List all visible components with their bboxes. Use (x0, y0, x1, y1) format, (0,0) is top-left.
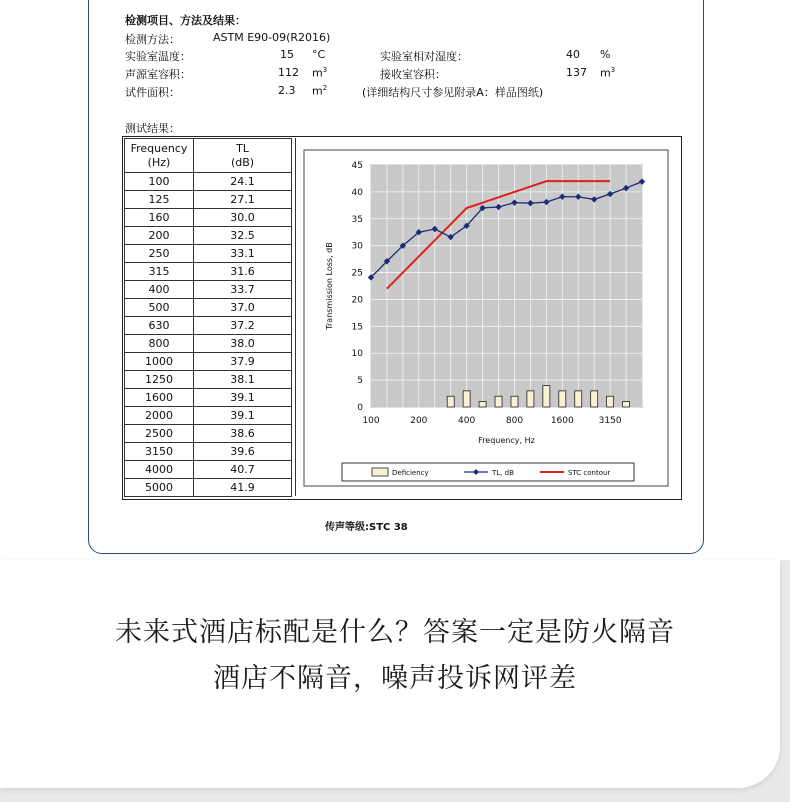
frequency-cell: 100 (125, 173, 194, 191)
deficiency-bar (623, 402, 630, 407)
deficiency-bar (495, 396, 502, 407)
caption-line-1: 未来式酒店标配是什么？答案一定是防火隔音 (115, 617, 675, 648)
source-volume-value: 112 (278, 66, 299, 79)
receive-volume-unit: $m^3$ (600, 66, 616, 80)
method-label: 检测方法： (125, 33, 180, 46)
tl-cell: 39.1 (194, 407, 292, 425)
y-tick-label: 25 (351, 268, 363, 279)
results-label: 测试结果： (125, 122, 180, 135)
humidity-unit: % (600, 48, 611, 61)
table-row (125, 461, 292, 479)
table-row (125, 245, 292, 263)
x-tick-label: 100 (362, 416, 380, 426)
y-axis-title: Transmission Loss, dB (325, 242, 334, 330)
tl-cell: 39.6 (194, 443, 292, 461)
frequency-cell: 160 (125, 209, 194, 227)
tl-cell: 31.6 (194, 263, 292, 281)
deficiency-bar (447, 396, 454, 407)
y-tick-label: 40 (351, 187, 363, 198)
x-axis-title: Frequency, Hz (478, 436, 535, 445)
tl-cell: 30.0 (194, 209, 292, 227)
results-table (124, 138, 292, 497)
deficiency-bar (591, 391, 598, 407)
tl-cell: 40.7 (194, 461, 292, 479)
table-row (125, 425, 292, 443)
frequency-cell: 200 (125, 227, 194, 245)
tl-cell: 41.9 (194, 479, 292, 497)
tl-cell: 33.7 (194, 281, 292, 299)
table-row (125, 479, 292, 497)
frequency-cell: 500 (125, 299, 194, 317)
tl-cell: 27.1 (194, 191, 292, 209)
table-row (125, 263, 292, 281)
tl-cell: 37.2 (194, 317, 292, 335)
stc-rating: 传声等级:STC 38 (325, 522, 408, 533)
frequency-cell: 2500 (125, 425, 194, 443)
table-row (125, 353, 292, 371)
chart-panel (295, 138, 680, 496)
x-tick-label: 3150 (598, 416, 622, 426)
table-row (125, 191, 292, 209)
source-volume-unit: $m^3$ (312, 66, 328, 80)
humidity-value: 40 (566, 48, 580, 61)
table-row (125, 407, 292, 425)
tl-cell: 33.1 (194, 245, 292, 263)
table-row (125, 299, 292, 317)
caption-line-2: 酒店不隔音，噪声投诉网评差 (213, 663, 577, 694)
method-value: ASTM E90-09(R2016) (213, 31, 331, 44)
tl-cell: 24.1 (194, 173, 292, 191)
x-tick-label: 1600 (550, 416, 574, 426)
tl-header: TL (dB) (194, 139, 292, 173)
deficiency-bar (527, 391, 534, 407)
receive-volume-label: 接收室容积： (380, 68, 446, 81)
x-tick-label: 800 (505, 416, 524, 426)
frequency-cell: 4000 (125, 461, 194, 479)
y-tick-label: 15 (351, 322, 363, 333)
legend-deficiency-swatch (372, 468, 388, 476)
table-row (125, 281, 292, 299)
deficiency-bar (607, 396, 614, 407)
tl-cell: 37.9 (194, 353, 292, 371)
y-tick-label: 45 (351, 161, 363, 171)
frequency-cell: 400 (125, 281, 194, 299)
x-tick-label: 400 (458, 416, 476, 426)
table-row (125, 389, 292, 407)
frequency-cell: 3150 (125, 443, 194, 461)
y-tick-label: 10 (351, 349, 363, 360)
frequency-cell: 250 (125, 245, 194, 263)
source-volume-label: 声源室容积： (125, 68, 191, 81)
y-tick-label: 5 (357, 376, 363, 387)
frequency-cell: 125 (125, 191, 194, 209)
deficiency-bar (463, 391, 470, 407)
tl-cell: 39.1 (194, 389, 292, 407)
lab-temp-unit: °C (312, 48, 326, 61)
table-row (125, 443, 292, 461)
area-note: (详细结构尺寸参见附录A：样品图纸) (362, 86, 544, 99)
y-tick-label: 20 (351, 295, 363, 306)
tl-cell: 38.0 (194, 335, 292, 353)
humidity-label: 实验室相对湿度： (380, 50, 468, 63)
tl-cell: 38.6 (194, 425, 292, 443)
table-row (125, 371, 292, 389)
frequency-cell: 800 (125, 335, 194, 353)
section-title: 检测项目、方法及结果： (125, 14, 246, 27)
frequency-cell: 630 (125, 317, 194, 335)
y-tick-label: 30 (351, 241, 363, 252)
frequency-header: Frequency (Hz) (125, 139, 194, 173)
tl-chart (296, 138, 680, 496)
tl-cell: 37.0 (194, 299, 292, 317)
frequency-cell: 1250 (125, 371, 194, 389)
deficiency-bar (511, 396, 518, 407)
frequency-cell: 1000 (125, 353, 194, 371)
plot-area (371, 165, 642, 407)
frequency-cell: 315 (125, 263, 194, 281)
receive-volume-value: 137 (566, 66, 587, 79)
y-tick-label: 0 (357, 403, 363, 413)
frequency-cell: 2000 (125, 407, 194, 425)
lab-temp-label: 实验室温度： (125, 50, 191, 63)
legend-tl-label: TL, dB (492, 469, 514, 477)
table-header-row (125, 139, 292, 173)
table-row (125, 173, 292, 191)
tl-cell: 38.1 (194, 371, 292, 389)
area-unit: $m^2$ (312, 84, 328, 98)
frequency-cell: 5000 (125, 479, 194, 497)
deficiency-bar (575, 391, 582, 407)
tl-cell: 32.5 (194, 227, 292, 245)
frequency-cell: 1600 (125, 389, 194, 407)
table-row (125, 317, 292, 335)
legend-stc-label: STC contour (568, 469, 611, 477)
table-row (125, 227, 292, 245)
area-label: 试件面积： (125, 86, 180, 99)
deficiency-bar (543, 385, 550, 407)
y-tick-label: 35 (351, 214, 363, 225)
area-value: 2.3 (278, 84, 296, 97)
deficiency-bar (559, 391, 566, 407)
table-row (125, 209, 292, 227)
deficiency-bar (479, 402, 486, 407)
x-tick-label: 200 (410, 416, 428, 426)
legend-deficiency-label: Deficiency (392, 469, 429, 477)
lab-temp-value: 15 (280, 48, 294, 61)
table-row (125, 335, 292, 353)
